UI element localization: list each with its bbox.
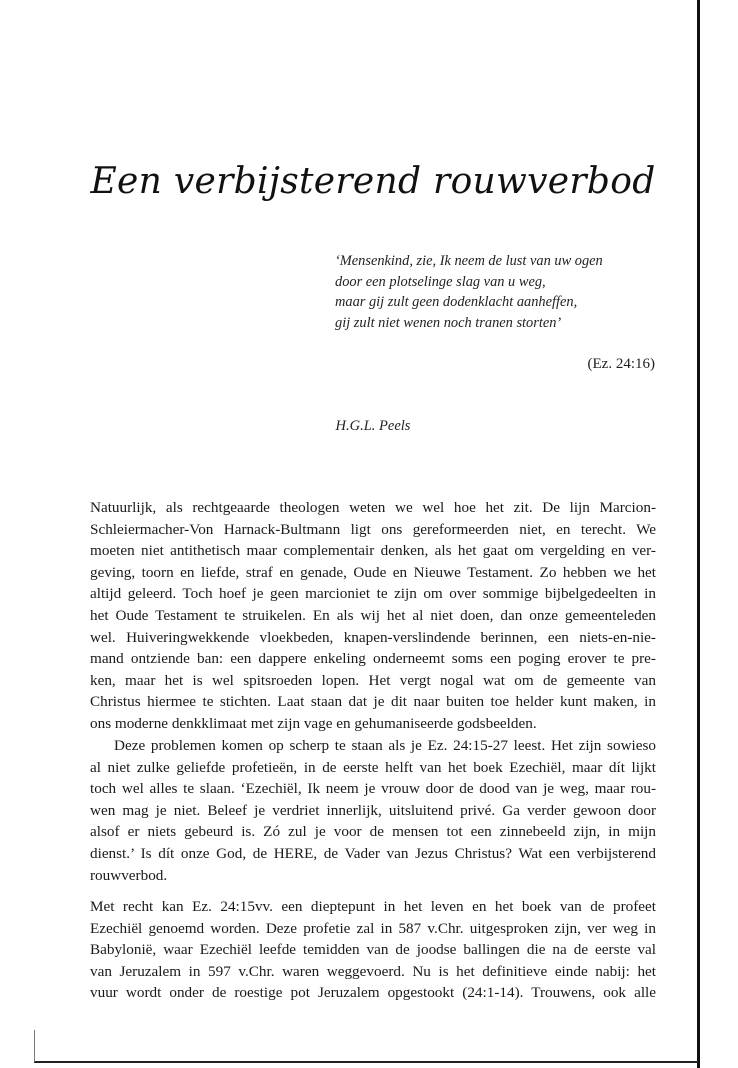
author-name: H.G.L. Peels	[335, 418, 411, 434]
text-line: ken, maar het is wel spitsroeden lopen. Het vergt nogal wat om de gemeente van	[90, 671, 656, 689]
text-line: wen mag je niet. Beleef je verdriet innerlijk, uitsluitend privé. Ga verder gewoon door	[90, 801, 656, 819]
text-line: al niet zulke geliefde profetieën, in de eerste helft van het boek Ezechiël, maar dít lijkt	[90, 758, 656, 776]
text-line: vuur wordt onder de roestige pot Jeruzalem opgestookt (24:1-14). Trouwens, ook alle	[90, 984, 656, 1002]
text-line: dienst.’ Is dít onze God, de HERE, de Vader van Jezus Christus? Wat een verbijsterend	[90, 844, 656, 862]
text-line: het Oude Testament te struikelen. En als wij het al niet doen, dan onze gemeenteleden	[90, 606, 656, 624]
text-line: Babylonië, waar Ezechiël leefde temidden van de joodse ballingen die na de eerste val	[90, 941, 656, 959]
text-line: wel. Huiveringwekkende vloekbeden, knapen-verslindende berinnen, een niets-en-nie-	[90, 628, 656, 646]
paragraph-3	[90, 896, 656, 1004]
paragraph-1	[90, 497, 656, 735]
paragraph-2	[90, 735, 656, 886]
article-title: Een verbijsterend rouwverbod	[90, 161, 656, 202]
text-line: van Jeruzalem in 597 v.Chr. waren weggevoerd. Nu is het definitieve einde nabij: het	[90, 962, 656, 980]
epigraph-line: door een plotselinge slag van u weg,	[335, 273, 546, 290]
text-line: ons moderne denkklimaat met zijn vage en gehumaniseerde godsbeelden.	[90, 714, 537, 732]
text-line: Christus hiermee te stichten. Laat staan dat je dit naar buiten toe helder kunt maken, in	[90, 693, 656, 711]
text-line: altijd geleerd. Toch hoef je geen marcioniet te zijn om over sommige bijbelgedeelten in	[90, 585, 656, 603]
text-line: Schleiermacher-Von Harnack-Bultmann ligt ons gereformeerden niet, en terecht. We	[90, 520, 656, 538]
text-line: Met recht kan Ez. 24:15vv. een dieptepunt in het leven en het boek van de profeet	[90, 898, 656, 915]
text-line: Deze problemen komen op scherp te staan als je Ez. 24:15-27 leest. Het zijn sowieso	[114, 737, 656, 754]
text-line: mand ontziende ban: een dappere enkeling onderneemt soms een poging erover te pre-	[90, 650, 656, 668]
text-line: moeten niet antithetisch maar complementair denken, als het gaat om vergelding en ver-	[90, 542, 656, 560]
page-edge-left	[34, 1030, 35, 1062]
text-line: Ezechiël genoemd worden. Deze profetie zal in 587 v.Chr. uitgesproken zijn, ver weg in	[90, 919, 656, 937]
text-line: toch wel alles te slaan. ‘Ezechiël, Ik neem je vrouw door de dood van je weg, maar rou-	[90, 780, 656, 798]
scripture-reference: (Ez. 24:16)	[587, 356, 655, 372]
epigraph-line: maar gij zult geen dodenklacht aanheffen,	[335, 294, 578, 311]
text-line: rouwverbod.	[90, 866, 168, 884]
epigraph-line: ‘Mensenkind, zie, Ik neem de lust van uw ogen	[335, 253, 603, 269]
text-line: Natuurlijk, als rechtgeaarde theologen weten we wel hoe het zit. De lijn Marcion-	[90, 499, 656, 516]
page-edge-right	[697, 0, 700, 1068]
epigraph-line: gij zult niet wenen noch tranen storten’	[335, 314, 562, 331]
text-line: geving, toorn en liefde, straf en genade, Oude en Nieuwe Testament. Zo hebben we het	[90, 563, 656, 581]
epigraph-quote	[335, 251, 665, 333]
page-edge-bottom	[34, 1061, 698, 1063]
text-line: alsof er niets gebeurd is. Zó zul je voor de mensen tot een zinnebeeld zijn, in mijn	[90, 823, 656, 841]
